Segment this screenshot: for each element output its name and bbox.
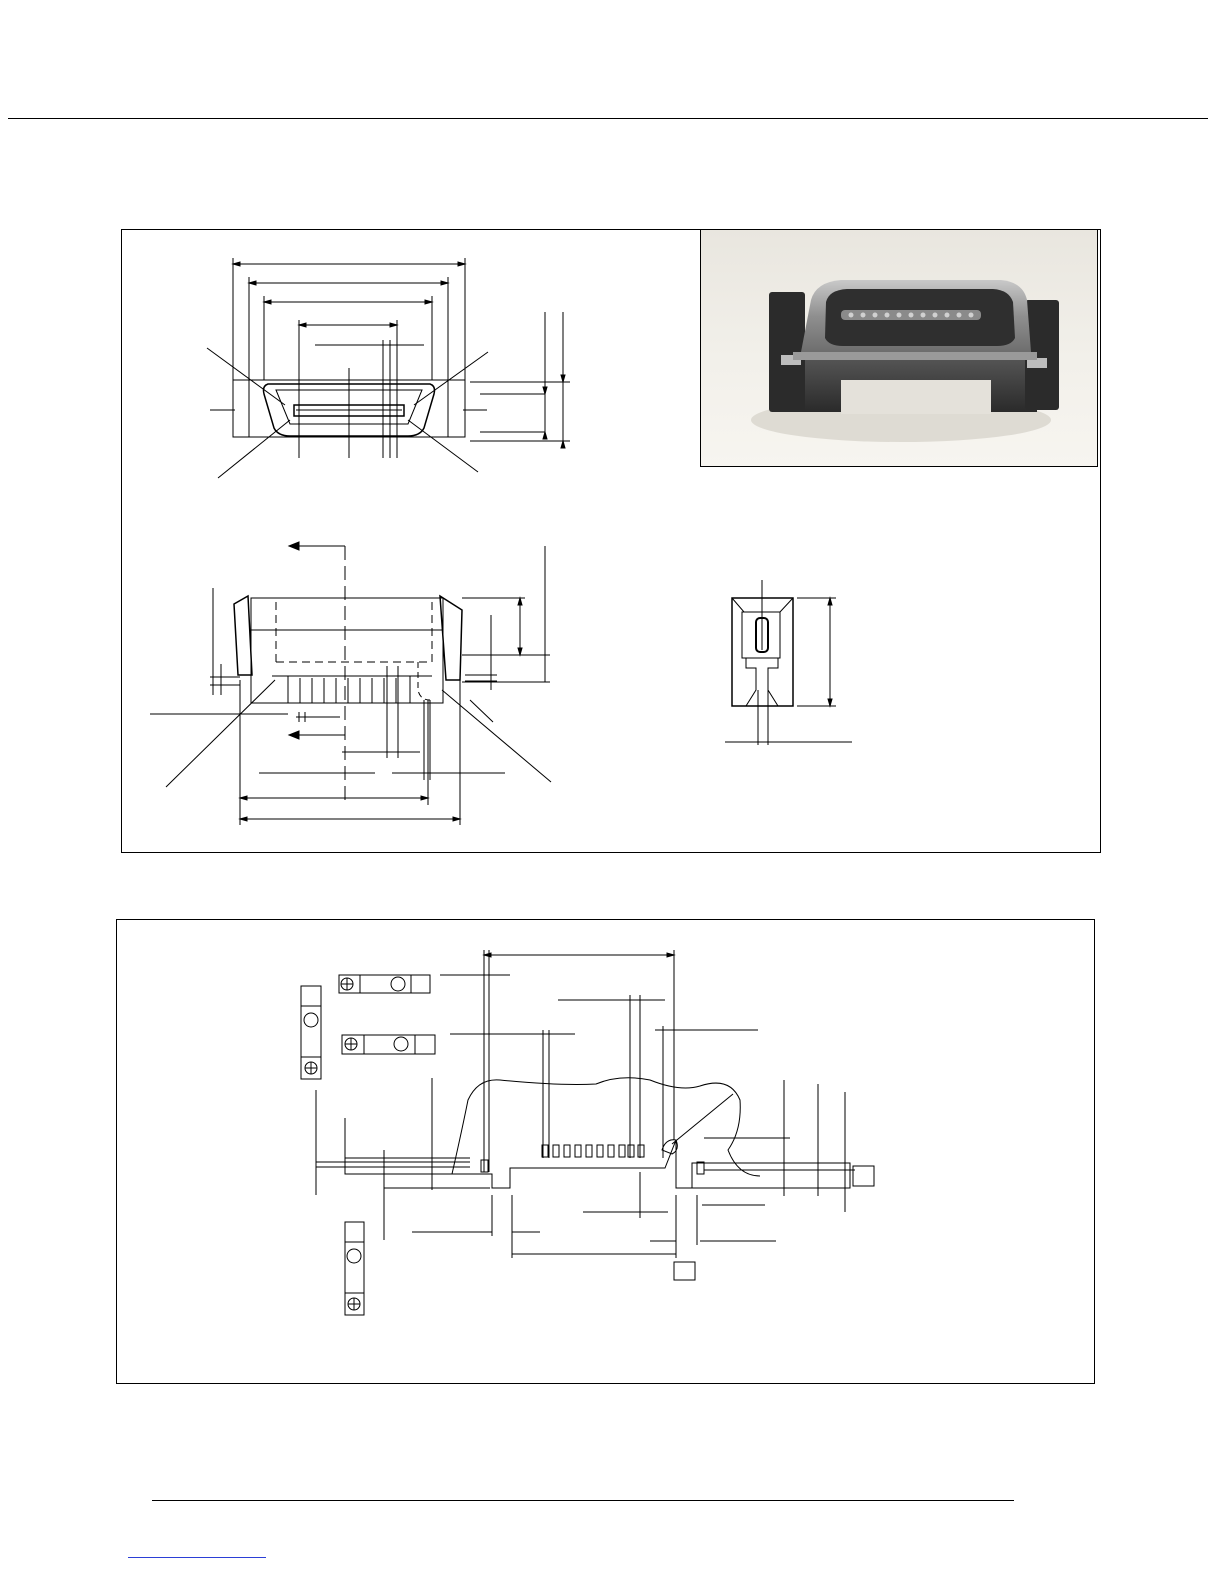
footer-link-underline[interactable] bbox=[128, 1557, 266, 1558]
pcb-outline bbox=[316, 1078, 874, 1280]
solder-pads bbox=[542, 1145, 644, 1157]
footer-rule bbox=[152, 1500, 1014, 1501]
pcb-dimensions bbox=[316, 950, 855, 1258]
mounting-hole-symbols bbox=[301, 975, 435, 1315]
